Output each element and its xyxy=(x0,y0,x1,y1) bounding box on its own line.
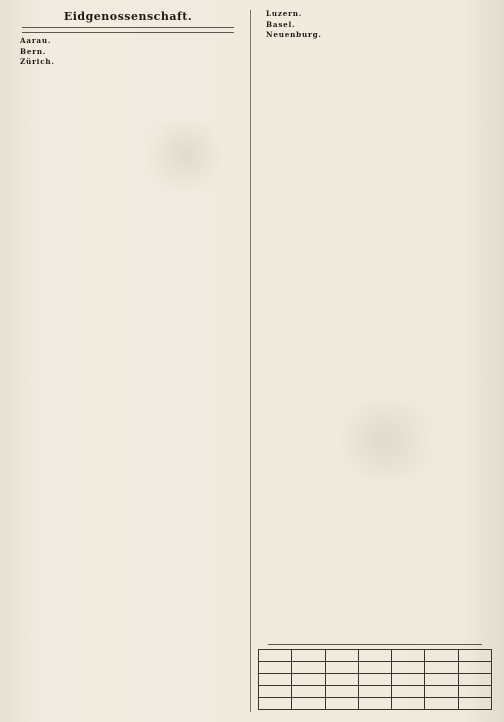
column-header xyxy=(325,650,358,662)
article-paragraph-aarau: Aarau. xyxy=(20,36,52,45)
table-cell xyxy=(292,662,325,674)
article-paragraph-basel: Basel. xyxy=(266,19,296,29)
column-header xyxy=(292,650,325,662)
table-cell xyxy=(292,686,325,698)
weather-table xyxy=(258,649,492,710)
column-header xyxy=(458,650,491,662)
left-column xyxy=(12,8,244,714)
article-paragraph-bern: Bern. xyxy=(20,46,47,56)
column-header xyxy=(259,650,292,662)
section-title: Eidgenossenschaft. xyxy=(63,10,193,23)
table-cell xyxy=(259,686,292,698)
table-cell xyxy=(325,698,358,710)
table-cell xyxy=(358,698,391,710)
column-divider xyxy=(250,10,251,712)
column-header xyxy=(358,650,391,662)
table-cell xyxy=(259,674,292,686)
table-cell xyxy=(392,698,425,710)
table-cell xyxy=(458,698,491,710)
table-cell xyxy=(392,662,425,674)
column-header xyxy=(392,650,425,662)
section-rule xyxy=(22,32,234,33)
table-row xyxy=(259,662,492,674)
table-cell xyxy=(325,674,358,686)
table-row xyxy=(259,698,492,710)
column-header xyxy=(425,650,458,662)
table-cell xyxy=(325,686,358,698)
table-cell xyxy=(458,674,491,686)
title-rule xyxy=(22,27,234,28)
table-cell xyxy=(425,686,458,698)
table-row xyxy=(259,686,492,698)
table-cell xyxy=(425,698,458,710)
table-cell xyxy=(458,662,491,674)
table-cell xyxy=(425,662,458,674)
weather-observations xyxy=(258,640,492,712)
table-rule xyxy=(268,644,482,645)
table-cell xyxy=(259,698,292,710)
table-row xyxy=(259,674,492,686)
table-cell xyxy=(458,686,491,698)
table-cell xyxy=(358,662,391,674)
table-cell xyxy=(292,698,325,710)
table-cell xyxy=(292,674,325,686)
article-paragraph-luzern: Luzern. xyxy=(266,9,303,18)
table-cell xyxy=(358,686,391,698)
table-cell xyxy=(425,674,458,686)
table-cell xyxy=(325,662,358,674)
table-cell xyxy=(259,662,292,674)
article-paragraph-neuenburg: Neuenburg. xyxy=(266,30,322,40)
right-column xyxy=(258,8,492,602)
article-paragraph-zuerich: Zürich. xyxy=(20,57,55,67)
table-cell xyxy=(392,686,425,698)
table-header-row xyxy=(259,650,492,662)
table-cell xyxy=(358,674,391,686)
table-cell xyxy=(392,674,425,686)
